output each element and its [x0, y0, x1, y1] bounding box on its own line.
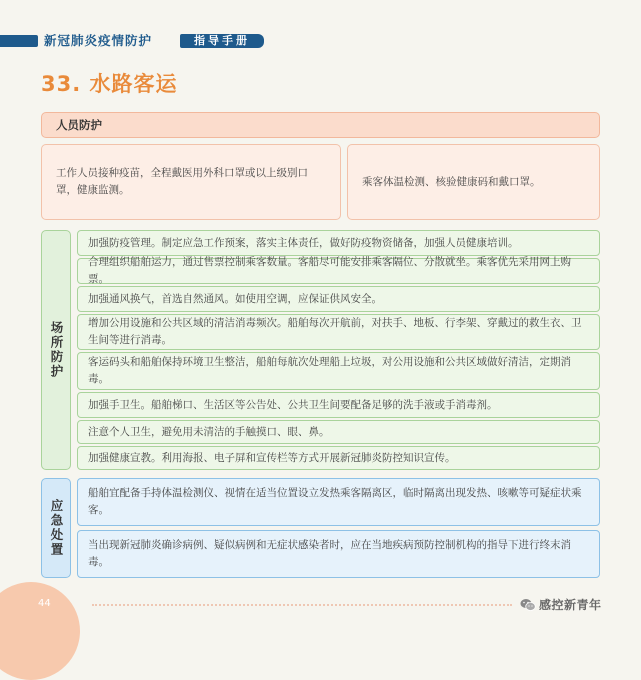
- venue-item: [77, 230, 600, 256]
- emergency-item-text: 当出现新冠肺炎确诊病例、疑似病例和无症状感染者时，应在当地疾病预防控制机构的指导下进行终末消毒。: [88, 539, 571, 568]
- emergency-item-text: 船舶宜配备手持体温检测仪、视情在适当位置设立发热乘客隔离区，临时隔离出现发热、咳嗽等可疑症状乘客。: [88, 487, 582, 516]
- venue-label: 场所防护: [49, 321, 64, 379]
- venue-item: [77, 258, 600, 284]
- venue-item-text: 合理组织船舶运力，通过售票控制乘客数量。客船尽可能安排乘客隔位、分散就坐。乘客优先采用网上购票。: [88, 256, 571, 285]
- page-number: 44: [38, 598, 51, 609]
- venue-item: [77, 420, 600, 444]
- venue-item-text: 加强手卫生。船舶梯口、生活区等公告处、公共卫生间要配备足够的洗手液或手消毒剂。: [88, 398, 498, 411]
- venue-item: [77, 314, 600, 350]
- venue-item-text: 客运码头和船舶保持环境卫生整洁，船舶每航次处理船上垃圾，对公用设施和公共区域做好清洁，定期消毒。: [88, 356, 571, 385]
- emergency-label-box: [41, 478, 71, 578]
- personnel-passenger-box: [347, 144, 600, 220]
- venue-label-box: [41, 230, 71, 470]
- personnel-staff-box: [41, 144, 341, 220]
- venue-item: [77, 286, 600, 312]
- emergency-label: 应急处置: [49, 499, 64, 557]
- personnel-heading: 人员防护: [41, 112, 600, 138]
- venue-item-text: 加强健康宣教。利用海报、电子屏和宣传栏等方式开展新冠肺炎防控知识宣传。: [88, 451, 456, 464]
- venue-item-text: 注意个人卫生，避免用未清洁的手触摸口、眼、鼻。: [88, 425, 330, 438]
- personnel-staff-text: 工作人员接种疫苗，全程戴医用外科口罩或以上级别口罩，健康监测。: [56, 167, 308, 196]
- venue-item: [77, 352, 600, 390]
- venue-item: [77, 446, 600, 470]
- manual-title: 新冠肺炎疫情防护: [44, 33, 153, 48]
- decorative-circle: [0, 582, 80, 680]
- venue-item-text: 加强通风换气，首选自然通风。如使用空调，应保证供风安全。: [88, 292, 382, 305]
- emergency-item: [77, 530, 600, 578]
- personnel-passenger-text: 乘客体温检测、核验健康码和戴口罩。: [362, 175, 541, 188]
- manual-badge: 指导手册: [180, 34, 264, 48]
- venue-item: [77, 392, 600, 418]
- emergency-item: [77, 478, 600, 526]
- account-name: 感控新青年: [539, 598, 602, 612]
- section-title: 33. 水路客运: [41, 72, 178, 96]
- wechat-icon: [520, 598, 536, 612]
- venue-item-text: 增加公用设施和公共区域的清洁消毒频次。船舶每次开航前，对扶手、地板、行李架、穿戴过的救生衣、卫生间等进行消毒。: [88, 317, 582, 346]
- venue-item-text: 加强防疫管理。制定应急工作预案，落实主体责任，做好防疫物资储备，加强人员健康培训。: [88, 236, 519, 249]
- footer-dotted-line: [92, 604, 512, 606]
- header-accent-bar: [0, 35, 38, 47]
